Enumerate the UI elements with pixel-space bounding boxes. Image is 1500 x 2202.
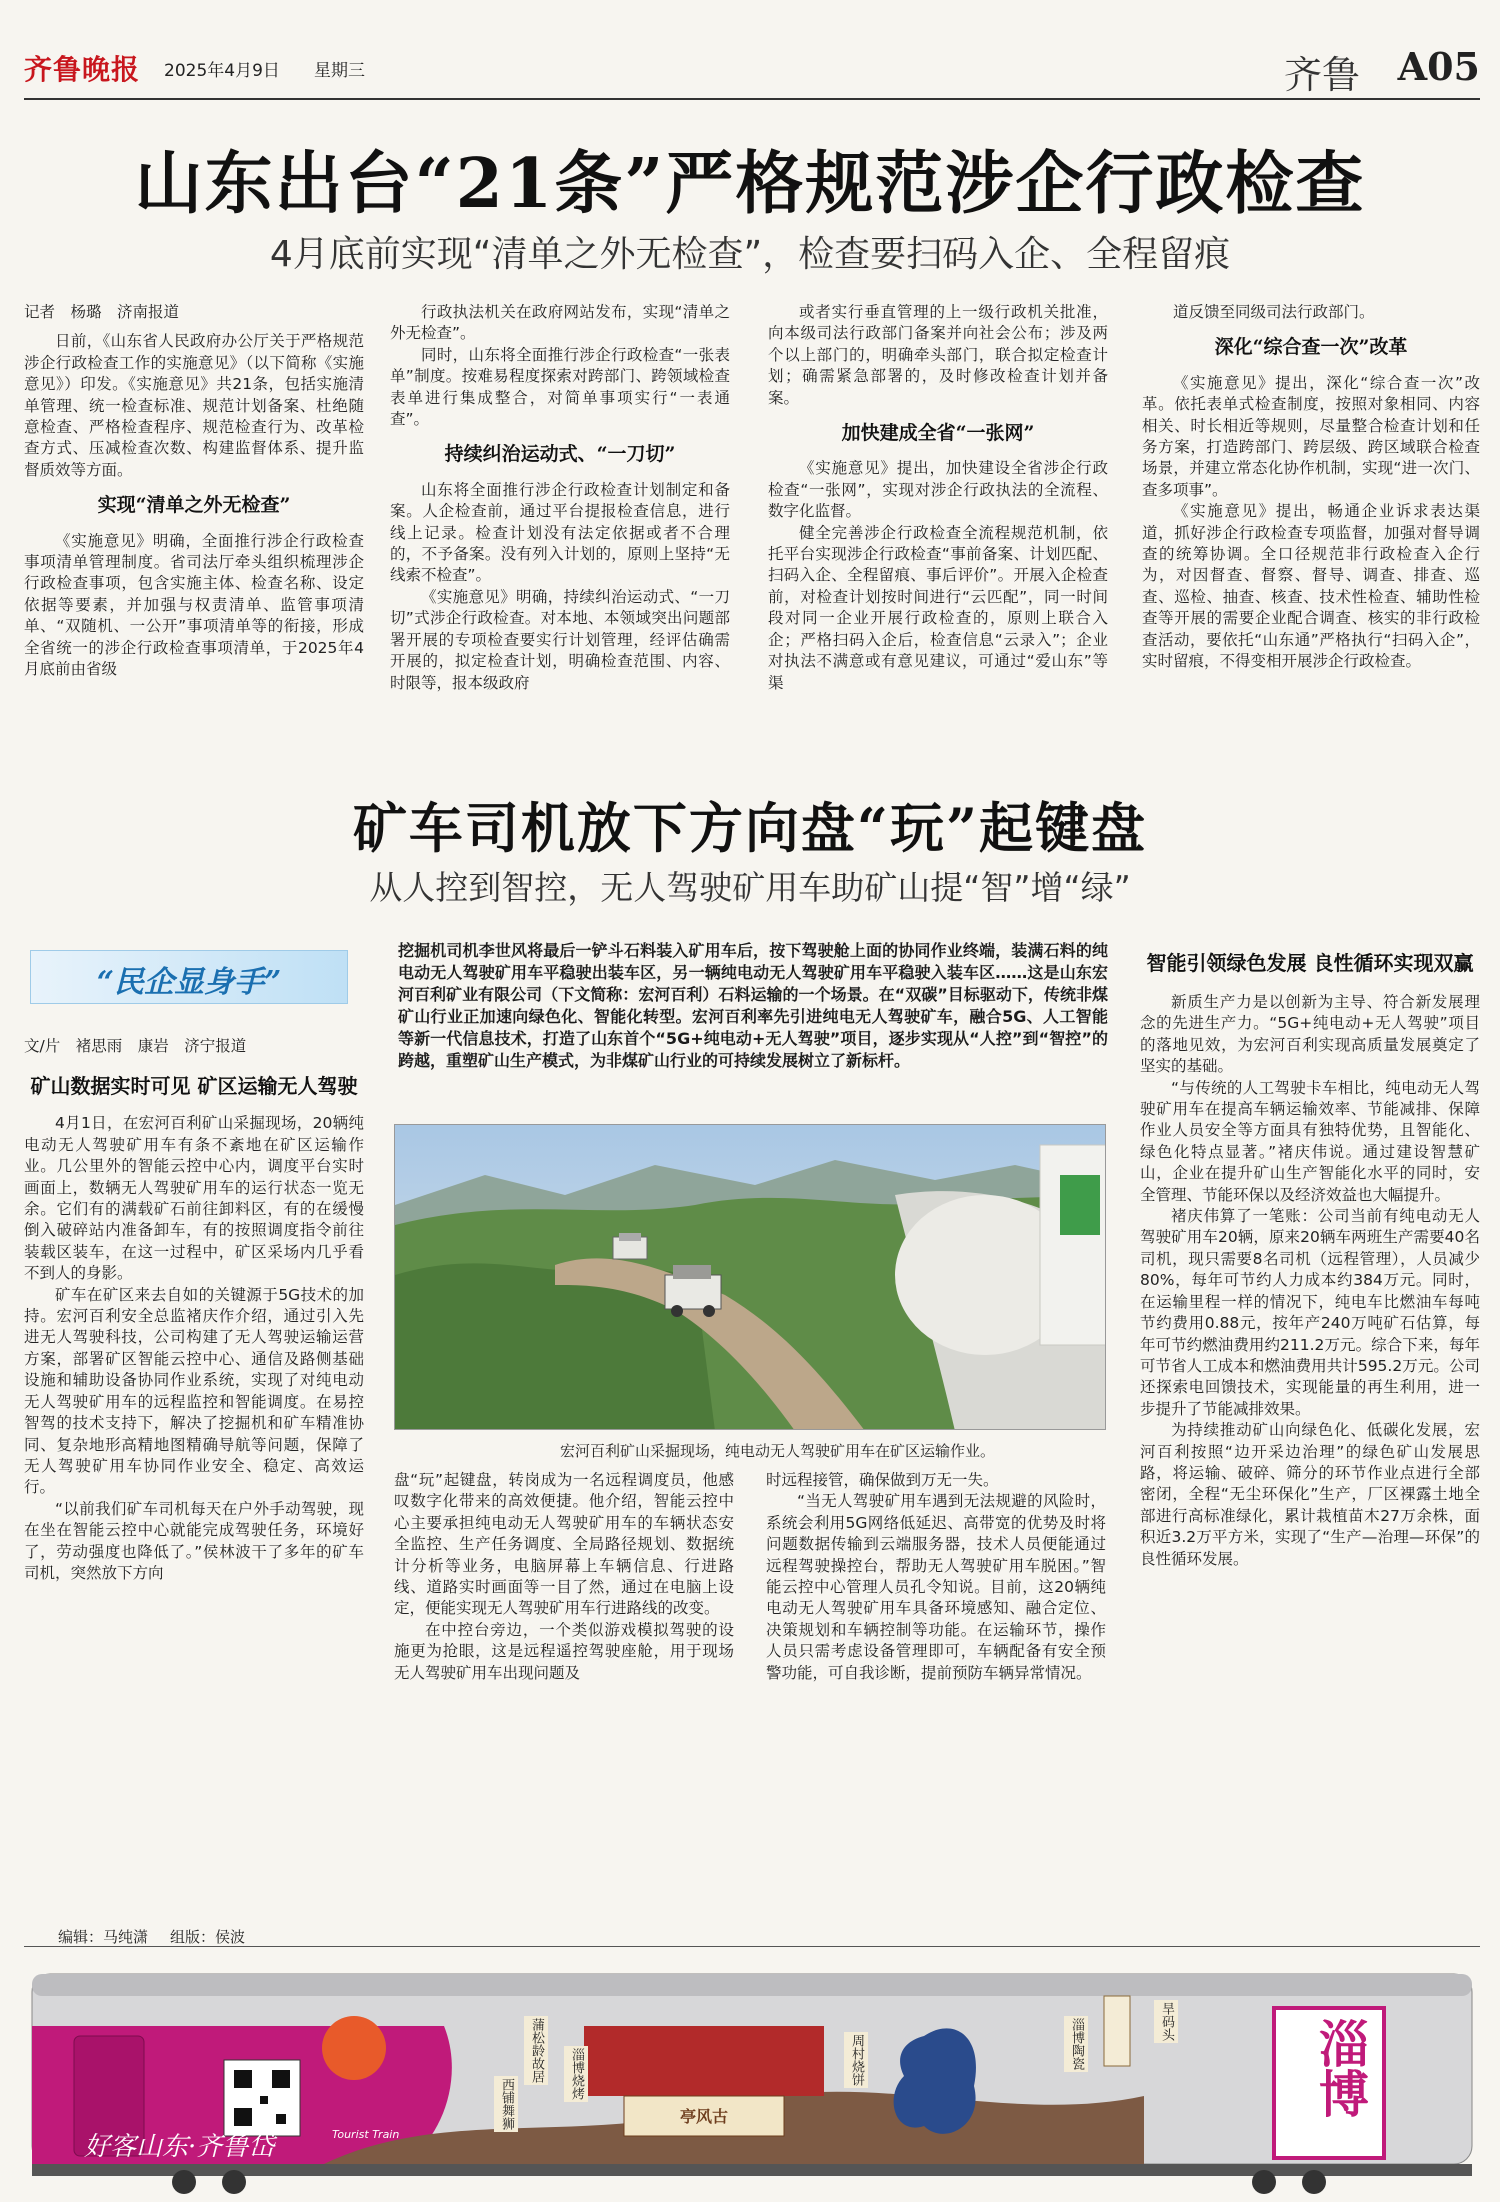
article1-subhead-3: 加快建成全省“一张网” (841, 422, 1035, 445)
mining-truck-1 (613, 1233, 647, 1259)
designer-credit: 组版：侯波 (170, 1928, 246, 1946)
article2-subhead-2: 智能引领绿色发展 良性循环实现双赢 (1146, 951, 1474, 975)
article2-column-2 (394, 1470, 734, 1746)
paragraph: 行政执法机关在政府网站发布，实现“清单之外无检查”。 (390, 303, 730, 343)
paragraph: 褚庆伟算了一笔账：公司当前有纯电动无人驾驶矿用车20辆，原来20辆车两班生产需要40名司机，现只需要8名司机（远程管理），人员减少80%，每年可节约人力成本约384万元。同时，在运输里程一样的情况下，纯电车比燃油车每吨节约费用0.88元，按年产240万吨矿石估算，每年可节约燃油费用约211.2万元。综合下来，每年可节省人工成本和燃油费用共计595.2万元。公司还探索电回馈技术，实现能量的再生利用，进一步提升了节能减排效果。 (1140, 1207, 1480, 1418)
mine-photo (394, 1124, 1106, 1430)
paragraph: “以前我们矿车司机每天在户外手动驾驶，现在坐在智能云控中心就能完成驾驶任务，环境好了，劳动强度也降低了。”侯林波干了多年的矿车司机，突然放下方向 (24, 1499, 364, 1582)
mine-photo-illustration (395, 1125, 1106, 1430)
photo-caption: 宏河百利矿山采掘现场，纯电动无人驾驶矿用车在矿区运输作业。 (560, 1442, 996, 1460)
article1-headline: 山东出台“21条”严格规范涉企行政检查 (134, 144, 1366, 224)
ad-tag: 西铺舞狮 (494, 2076, 518, 2132)
article2-column-1 (24, 1036, 364, 1746)
ad-tag: 旱码头 (1154, 2000, 1178, 2043)
ad-slogan: 好客山东·齐鲁岱 (84, 2132, 275, 2162)
ad-tag: 周村烧饼 (844, 2032, 868, 2088)
ad-tag: 淄博陶瓷 (1064, 2016, 1088, 2072)
section-name: 齐鲁 (1283, 53, 1360, 97)
paragraph: 《实施意见》明确，全面推行涉企行政检查事项清单管理制度。省司法厅牵头组织梳理涉企行政检查事项，包含实施主体、检查名称、设定依据等要素，并加强与权责清单、监管事项清单、“双随机、一公开”事项清单等的衔接，形成全省统一的涉企行政检查事项清单，于2025年4月底前由省级 (24, 531, 364, 679)
editor-credit: 编辑：马纯潇 (58, 1928, 149, 1946)
paragraph: “当无人驾驶矿用车遇到无法规避的风险时，系统会利用5G网络低延迟、高带宽的优势及时将问题数据传输到云端服务器，技术人员便能通过远程驾驶操控台，帮助无人驾驶矿用车脱困。”智能云控中心管理人员孔令知说。目前，这20辆纯电动无人驾驶矿用车具备环境感知、融合定位、决策规划和车辆控制等功能。在运输环节，操作人员只需考虑设备管理即可，车辆配备有安全预警功能，可自我诊断，提前预防车辆异常情况。 (766, 1492, 1106, 1682)
article2-column-3 (766, 1470, 1106, 1746)
article2-lead: 挖掘机司机李世风将最后一铲斗石料装入矿用车后，按下驾驶舱上面的协同作业终端，装满石料的纯电动无人驾驶矿用车平稳驶出装车区，另一辆纯电动无人驾驶矿用车平稳驶入装车区……这是山东宏河百利矿业有限公司（下文简称：宏河百利）石料运输的一个场景。在“双碳”目标驱动下，传统非煤矿山行业正加速向绿色化、智能化转型。宏河百利率先引进纯电无人驾驶矿车，融合5G、人工智能等新一代信息技术，打造了山东首个“5G+纯电动+无人驾驶”项目，逐步实现从“人控”到“智控”的跨越，重塑矿山生产模式，为非煤矿山行业的可持续发展树立了新标杆。 (398, 941, 1108, 1070)
article2-byline: 文/片 褚思雨 康岩 济宁报道 (24, 1037, 247, 1055)
paragraph: 《实施意见》提出，畅通企业诉求表达渠道，抓好涉企行政检查专项监督，加强对督导调查的统筹协调。全口径规范非行政检查入企行为，对因督查、督察、督导、调查、排查、巡查、巡检、抽查、核查、技术性检查、辅助性检查等开展的需要企业配合调查、核实的非行政检查活动，要依托“山东通”严格执行“扫码入企”，实时留痕，不得变相开展涉企行政检查。 (1142, 502, 1480, 671)
ad-slogan-english: Tourist Train (332, 2128, 400, 2141)
ad-gate-sign: 亭风古 (679, 2107, 728, 2126)
paragraph: 《实施意见》提出，深化“综合查一次”改革。依托表单式检查制度，按照对象相同、内容相关、时长相近等规则，尽量整合检查计划和任务方案，打造跨部门、跨层级、跨区域联合检查场景，并建立常态化协作机制，实现“进一次门、查多项事”。 (1142, 373, 1480, 499)
article1-column-2 (390, 302, 730, 782)
article2-headline: 矿车司机放下方向盘“玩”起键盘 (352, 796, 1148, 860)
paragraph: 在中控台旁边，一个类似游戏模拟驾驶的设施更为抢眼，这是远程遥控驾驶座舱，用于现场无人驾驶矿用车出现问题及 (394, 1620, 734, 1682)
paragraph: 矿车在矿区来去自如的关键源于5G技术的加持。宏河百利安全总监褚庆作介绍，通过引入先进无人驾驶科技，公司构建了无人驾驶运输运营方案，部署矿区智能云控中心、通信及路侧基础设施和辅助设备协同作业系统，实现了对纯电动无人驾驶矿用车的远程监控和智能调度。在易控智驾的技术支持下，解决了挖掘机和矿车精准协同、复杂地形高精地图精确导航等问题，保障了无人驾驶矿用车协同作业安全、稳定、高效运行。 (24, 1285, 364, 1497)
article2-subheadline: 从人控到智控，无人驾驶矿用车助矿山提“智”增“绿” (369, 868, 1131, 907)
masthead (24, 44, 1480, 100)
column-banner-label: “民企显身手” (96, 965, 282, 1000)
paragraph: 日前，《山东省人民政府办公厅关于严格规范涉企行政检查工作的实施意见》（以下简称《实施意见》）印发。《实施意见》共21条，包括实施清单管理、统一检查标准、规范计划备案、杜绝随意检查、严格检查程序、规范检查行为、改革检查方式、压减检查次数、构建监督体系、提升监督质效等方面。 (24, 332, 364, 479)
paragraph: 为持续推动矿山向绿色化、低碳化发展，宏河百利按照“边开采边治理”的绿色矿山发展思路，将运输、破碎、筛分的环节作业点进行全部密闭，全程“无尘环保化”生产，厂区裸露土地全部进行高标准绿化，累计栽植苗木27万余株，面积近3.2万平方米，实现了“生产—治理—环保”的良性循环发展。 (1140, 1421, 1480, 1568)
paragraph: 《实施意见》提出，加快建设全省涉企行政检查“一张网”，实现对涉企行政执法的全流程、数字化监督。 (768, 459, 1108, 521)
article1-subheadline: 4月底前实现“清单之外无检查”，检查要扫码入企、全程留痕 (269, 234, 1231, 275)
article1-column-1 (24, 302, 364, 782)
paragraph: 新质生产力是以创新为主导、符合新发展理念的先进生产力。“5G+纯电动+无人驾驶”项目的落地见效，为宏河百利实现高质量发展奠定了坚实的基础。 (1140, 993, 1480, 1076)
article1-subhead-4: 深化“综合查一次”改革 (1214, 336, 1408, 359)
ad-tag: 蒲松龄故居 (524, 2016, 548, 2085)
footer-divider (24, 1946, 1480, 1947)
paragraph: 健全完善涉企行政检查全流程规范机制，依托平台实现涉企行政检查“事前备案、计划匹配、扫码入企、全程留痕、事后评价”。开展入企检查前，对检查计划按时间进行“云匹配”，同一时间段对同一企业开展行政检查的，原则上联合入企；严格扫码入企后，检查信息“云录入”；企业对执法不满意或有意见建议，可通过“爱山东”等渠 (768, 523, 1108, 692)
article1-column-4 (1142, 302, 1480, 782)
article2-column-4 (1140, 948, 1480, 1746)
paragraph: 或者实行垂直管理的上一级行政机关批准，向本级司法行政部门备案并向社会公布；涉及两个以上部门的，明确牵头部门，联合拟定检查计划；确需紧急部署的，及时修改检查计划并备案。 (768, 303, 1108, 407)
article2-subhead-1: 矿山数据实时可见 矿区运输无人驾驶 (30, 1074, 358, 1099)
paragraph: 道反馈至同级司法行政部门。 (1173, 303, 1375, 321)
paragraph: 4月1日，在宏河百利矿山采掘现场，20辆纯电动无人驾驶矿用车有条不紊地在矿区运输作业。几公里外的智能云控中心内，调度平台实时画面上，数辆无人驾驶矿用车的运行状态一览无余。它们有的满载矿石前往卸料区，有的在缓慢倒入破碎站内准备卸车，有的按照调度指令前往装载区装车，在这一过程中，矿区采场内几乎看不到人的身影。 (24, 1114, 364, 1283)
article1-byline: 记者 杨璐 济南报道 (24, 303, 180, 321)
paragraph: 同时，山东将全面推行涉企行政检查“一张表单”制度。按难易程度探索对跨部门、跨领域检查表单进行集成整合，对简单事项实行“一表通查”。 (390, 345, 730, 429)
paragraph: 山东将全面推行涉企行政检查计划制定和备案。人企检查前，通过平台提报检查信息，进行线上记录。检查计划没有法定依据或者不合理的，不予备案。没有列入计划的，原则上坚持“无线索不检查”。 (390, 480, 730, 585)
tourist-train-ad (24, 1956, 1480, 2196)
ad-city: 淄博 (1311, 2018, 1370, 2118)
paragraph: 时远程接管，确保做到万无一失。 (766, 1471, 999, 1489)
newspaper-logo: 齐鲁晚报 (24, 53, 141, 86)
article1-column-3 (768, 302, 1108, 782)
article1-subhead-1: 实现“清单之外无检查” (97, 494, 291, 517)
paragraph: 盘“玩”起键盘，转岗成为一名远程调度员，他感叹数字化带来的高效便捷。他介绍，智能云控中心主要承担纯电动无人驾驶矿用车的车辆状态安全监控、生产任务调度、全局路径规划、数据统计分析等业务，电脑屏幕上车辆信息、行进路线、道路实时画面等一目了然，通过在电脑上设定，便能实现无人驾驶矿用车行进路线的改变。 (394, 1471, 734, 1618)
paragraph: 《实施意见》明确，持续纠治运动式、“一刀切”式涉企行政检查。对本地、本领域突出问题部署开展的专项检查要实行计划管理，经评估确需开展的，拟定检查计划，明确检查范围、内容、时限等，报本级政府 (390, 587, 730, 692)
column-banner (30, 950, 348, 1004)
page-number: A05 (1397, 44, 1480, 89)
ad-tag: 淄博烧烤 (564, 2046, 588, 2102)
issue-weekday: 星期三 (314, 61, 365, 81)
paragraph: “与传统的人工驾驶卡车相比，纯电动无人驾驶矿用车在提高车辆运输效率、节能减排、保障作业人员安全等方面具有独特优势，且智能化、绿色化特点显著。”褚庆伟说。通过建设智慧矿山，企业在提升矿山生产智能化水平的同时，安全管理、节能环保以及经济效益也大幅提升。 (1140, 1078, 1480, 1204)
issue-date: 2025年4月9日 (164, 61, 280, 81)
article1-subhead-2: 持续纠治运动式、“一刀切” (444, 443, 676, 466)
